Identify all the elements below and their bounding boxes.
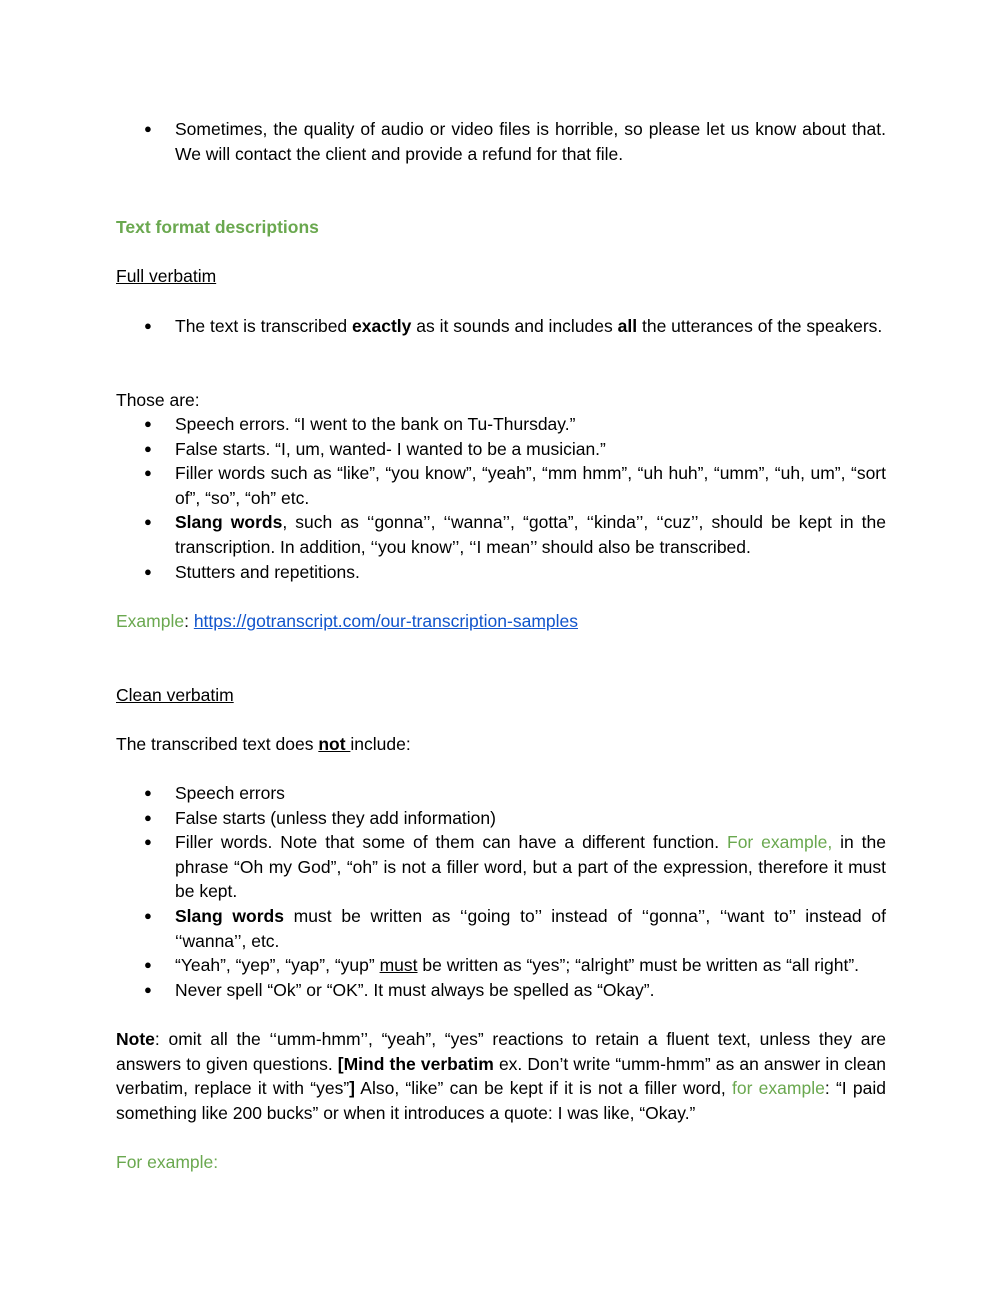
list-item: ● The text is transcribed exactly as it sounds and includes all the utterances of the speakers. xyxy=(116,314,886,339)
full-verbatim-list xyxy=(116,412,886,584)
example-line: Example: https://gotranscript.com/our-transcription-samples xyxy=(116,611,578,631)
clean-verbatim-intro: The transcribed text does not include: xyxy=(116,734,411,754)
section-heading: Text format descriptions xyxy=(116,217,319,237)
bold-text: not xyxy=(318,734,351,754)
list-item: ● Filler words. Note that some of them can have a different function. For example, in the phrase “Oh my God”, “oh” is not a filler word, but a part of the expression, therefore it must be kept. xyxy=(116,830,886,904)
green-text: For example, xyxy=(727,832,833,853)
list-item: ● Speech errors xyxy=(116,781,886,806)
list-item: ● False starts. “I, um, wanted- I wanted to be a musician.” xyxy=(116,437,886,462)
list-item-text: Sometimes, the quality of audio or video files is horrible, so please let us know about that. We will contact the client and provide a refund for that file. xyxy=(175,119,886,164)
list-item: ● “Yeah”, “yep”, “yap”, “yup” must be written as “yes”; “alright” must be written as “all right”. xyxy=(116,953,886,978)
those-are-label: Those are: xyxy=(116,390,200,410)
list-item: ● Speech errors. “I went to the bank on Tu-Thursday.” xyxy=(116,412,886,437)
full-verbatim-definition-list xyxy=(116,314,886,339)
underlined-text: must xyxy=(379,955,418,976)
bold-text: Note xyxy=(116,1029,155,1049)
for-example-label: For example: xyxy=(116,1152,219,1172)
bold-text: Slang words xyxy=(175,512,283,533)
example-label: Example xyxy=(116,611,185,631)
list-item: ● Stutters and repetitions. xyxy=(116,560,886,585)
list-item: ● Filler words such as “like”, “you know”, “yeah”, “mm hmm”, “uh huh”, “umm”, “uh, um”, “sort of”, “so”, “oh” etc. xyxy=(116,461,886,510)
list-item: ● Never spell “Ok” or “OK”. It must always be spelled as “Okay”. xyxy=(116,978,886,1003)
list-item xyxy=(116,117,886,166)
list-item: ● False starts (unless they add information) xyxy=(116,806,886,831)
green-text: for example xyxy=(732,1078,825,1099)
bold-text: [Mind the verbatim xyxy=(337,1053,494,1074)
bold-text: all xyxy=(617,316,638,336)
clean-verbatim-title: Clean verbatim xyxy=(116,685,234,705)
bold-text: ] xyxy=(349,1078,355,1099)
intro-list xyxy=(116,117,886,166)
list-item: ● Slang words, such as ‘‘gonna’’, ‘‘wanna’’, “gotta”, ‘‘kinda’’, ‘‘cuz’’, should be kept in the transcription. In addition, ‘‘you know’’, ‘‘I mean’’ should also be transcribed. xyxy=(116,510,886,559)
note-paragraph: Note: omit all the ‘‘umm-hmm’’, “yeah”, “yes” reactions to retain a fluent text, unless they are answers to given questions. [Mind the verbatim ex. Don’t write “umm-hmm” as an answer in clean verbatim, replace it with “yes”] Also, “like” can be kept if it is not a filler word, for example: “I paid something like 200 bucks” or when it introduces a quote: I was like, “Okay.” xyxy=(116,1029,886,1123)
clean-verbatim-list xyxy=(116,781,886,1002)
full-verbatim-title: Full verbatim xyxy=(116,266,217,286)
bold-text: Slang words xyxy=(175,905,284,926)
transcription-samples-link[interactable]: https://gotranscript.com/our-transcription-samples xyxy=(193,611,578,631)
bold-text: exactly xyxy=(352,316,412,336)
list-item: ● Slang words must be written as ‘‘going to’’ instead of ‘‘gonna’’, ‘‘want to’’ instead of ‘‘wanna’’, etc. xyxy=(116,904,886,953)
